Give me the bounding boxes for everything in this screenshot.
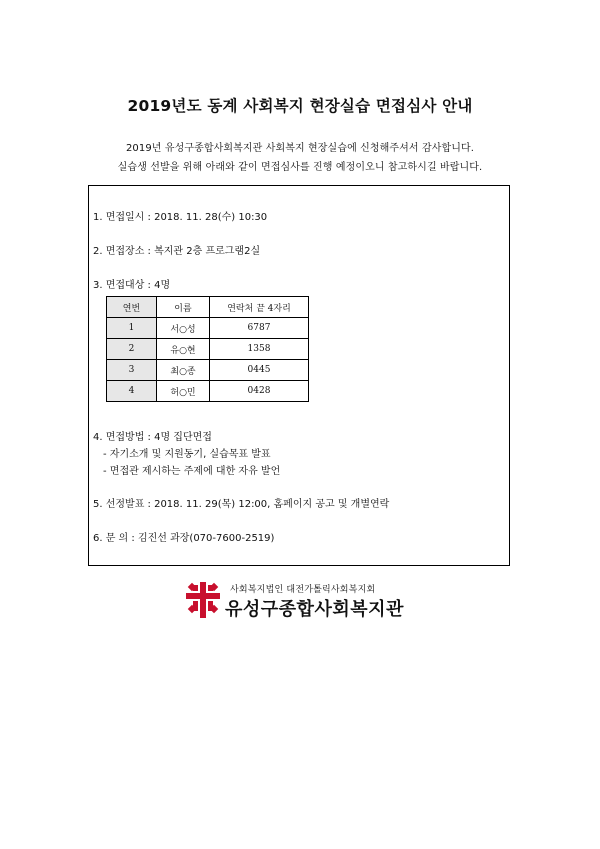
interview-target: 3. 면접대상 : 4명 xyxy=(93,280,171,291)
table-row xyxy=(107,360,309,381)
table-row xyxy=(107,339,309,360)
header-name: 이름 xyxy=(157,297,210,318)
row-name: 최○종 xyxy=(157,360,210,381)
page-title: 2019년도 동계 사회복지 현장실습 면접심사 안내 xyxy=(127,97,473,115)
interview-place: 2. 면접장소 : 복지관 2층 프로그램2실 xyxy=(93,246,261,257)
intro-line-1: 2019년 유성구종합사회복지관 사회복지 현장실습에 신청해주셔서 감사합니다. xyxy=(125,143,475,154)
interview-method: 4. 면접방법 : 4명 집단면접 xyxy=(93,432,212,443)
row-number: 4 xyxy=(107,381,157,402)
row-phone: 0445 xyxy=(210,360,309,381)
table-header-row xyxy=(107,297,309,318)
table-row xyxy=(107,318,309,339)
result-announcement: 5. 선정발표 : 2018. 11. 29(목) 12:00, 홈페이지 공고 및 개별연락 xyxy=(93,499,390,510)
org-parent-name: 사회복지법인 대전가톨릭사회복지회 xyxy=(230,585,376,595)
row-name: 허○민 xyxy=(157,381,210,402)
header-phone: 연락처 끝 4자리 xyxy=(210,297,309,318)
intro-line-2: 실습생 선발을 위해 아래와 같이 면접심사를 진행 예정이오니 참고하시길 바랍니다. xyxy=(117,162,483,173)
row-number: 1 xyxy=(107,318,157,339)
row-name: 유○현 xyxy=(157,339,210,360)
cross-logo-icon xyxy=(186,582,220,618)
row-name: 서○성 xyxy=(157,318,210,339)
organization-logo xyxy=(186,582,426,622)
row-phone: 6787 xyxy=(210,318,309,339)
interview-date: 1. 면접일시 : 2018. 11. 28(수) 10:30 xyxy=(93,212,268,223)
method-detail-2: - 면접관 제시하는 주제에 대한 자유 발언 xyxy=(103,466,281,477)
contact-info: 6. 문 의 : 김진선 과장(070-7600-2519) xyxy=(93,533,275,544)
row-number: 3 xyxy=(107,360,157,381)
org-name: 유성구종합사회복지관 xyxy=(225,599,404,620)
method-detail-1: - 자기소개 및 지원동기, 실습목표 발표 xyxy=(103,449,271,460)
row-phone: 1358 xyxy=(210,339,309,360)
header-number: 연번 xyxy=(107,297,157,318)
table-row xyxy=(107,381,309,402)
row-phone: 0428 xyxy=(210,381,309,402)
candidate-table xyxy=(106,296,309,402)
row-number: 2 xyxy=(107,339,157,360)
